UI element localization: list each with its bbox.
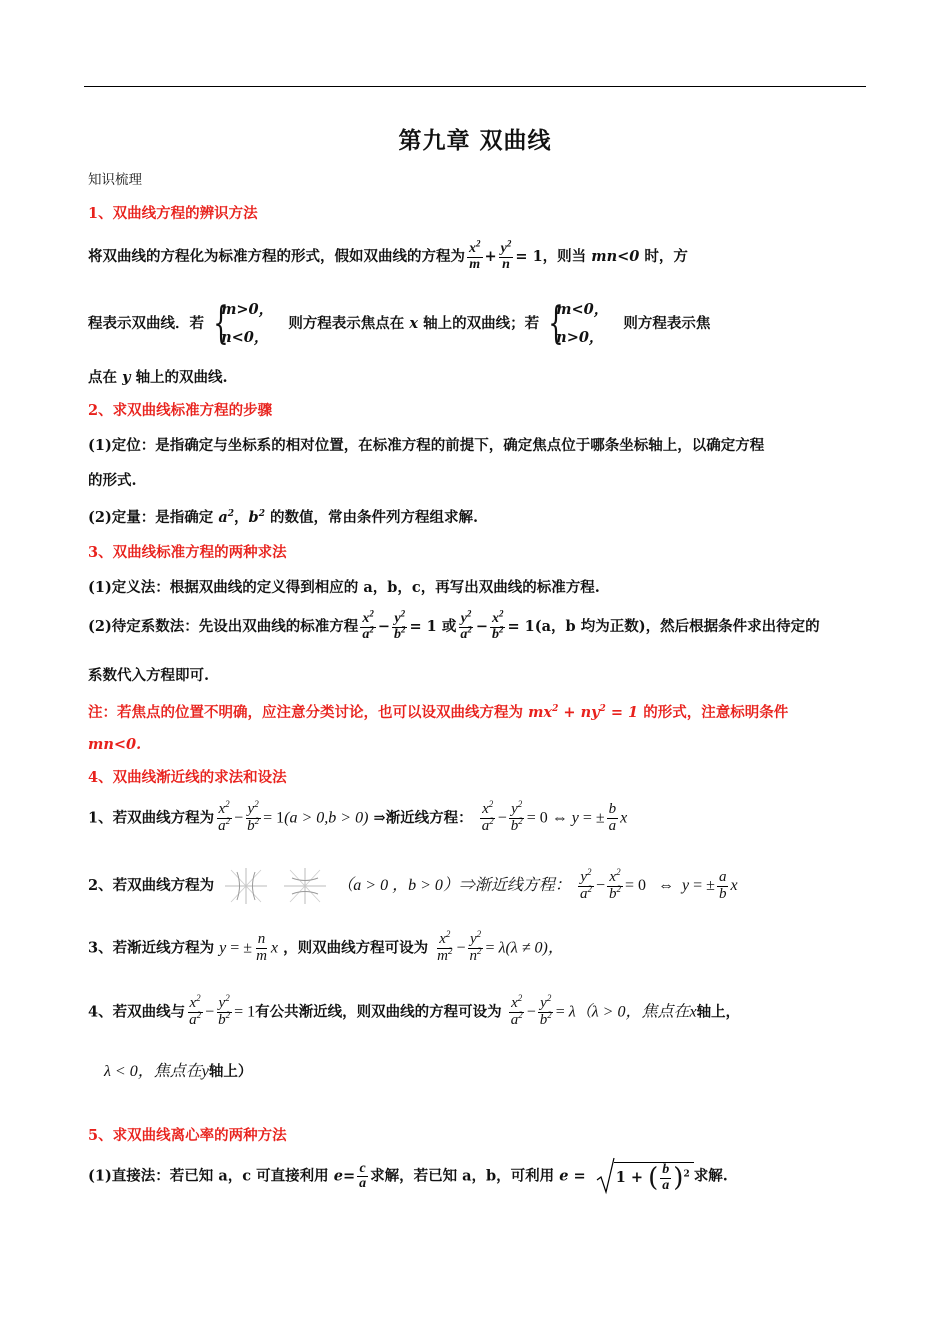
lambda-condition: λ(λ ≠ 0)， [498, 939, 564, 957]
text: 有公共渐近线，则双曲线的方程可设为 [255, 1003, 502, 1021]
text: 轴上， [696, 1003, 741, 1021]
text: 的形式，注意标明条件 [643, 704, 789, 721]
text: (2)待定系数法：先设出双曲线的标准方程 [88, 618, 359, 636]
text: 2、若双曲线方程为 [88, 877, 215, 894]
hyperbola-graph-icon [282, 866, 328, 906]
section-4-item-2: 2、若双曲线方程为 （a > 0 ，b > 0）⇒渐近线方程： $\frac{y^2}{a^2}$ − $\frac{x^2}{b^2}$ = 0 ⇔ y = ± $\frac{a}{b}$ x [88, 866, 878, 906]
section-4-heading: 4、双曲线渐近线的求法和设法 [88, 769, 287, 786]
text: (a，b 均为正数)，然后根据条件求出待定的 [534, 618, 820, 636]
section-4-item-4b [104, 1058, 894, 1081]
text: 则方程表示焦点在 [288, 315, 405, 332]
text: 轴上的双曲线. [135, 369, 228, 386]
section-3-para-2c: 系数代入方程即可. [88, 667, 210, 684]
section-2-para-1b: 的形式. [88, 472, 137, 489]
section-2-para-2: (2)定量：是指确定 $a^2$，$b^2$ 的数值，常由条件列方程组求解. [88, 509, 479, 526]
text: ，则双曲线方程可设为 [283, 939, 429, 957]
section-4-item-1: 1、若双曲线方程为 $\frac{x^2}{a^2}$ − $\frac{y^2}{b^2}$ = 1(a > 0,b > 0) ⇒渐近线方程： $\frac{x^2}{a^2}$ − $\frac{y^2}{b^2}$ = 0 ⇔ y = ± $\frac{b}{a}$ x [88, 799, 628, 834]
text: 将双曲线的方程化为标准方程的形式，假如双曲线的方程为 [88, 248, 465, 266]
subtitle: 知识梳理 [88, 172, 142, 188]
section-2-heading: 2、求双曲线标准方程的步骤 [88, 402, 273, 419]
condition: (a > 0,b > 0) [284, 809, 369, 827]
text: 轴上） [208, 1063, 253, 1080]
hyperbola-graph-icon [223, 866, 269, 906]
section-4-item-4: 4、若双曲线与 $\frac{x^2}{a^2}$ − $\frac{y^2}{b^2}$ = 1有公共渐近线，则双曲线的方程可设为 $\frac{x^2}{a^2}$ − $\frac{y^2}{b^2}$ = λ（λ > 0，焦点在x轴上， [88, 993, 741, 1028]
text: ，则当 [542, 248, 587, 266]
text: 的数值，常由条件列方程组求解. [270, 509, 479, 526]
text: 轴上的双曲线；若 [423, 315, 540, 332]
text: 或 [441, 618, 457, 636]
section-3-note-cond: mn<0. [88, 736, 142, 753]
text: (1)直接法：若已知 a，c 可直接利用 [88, 1167, 329, 1185]
text: 4、若双曲线与 [88, 1003, 186, 1021]
section-5-heading: 5、求双曲线离心率的两种方法 [88, 1127, 287, 1144]
fraction: $\frac{x^2}{m}$ [469, 238, 481, 272]
text: 时，方 [644, 248, 688, 266]
section-4-item-3: 3、若渐近线方程为 y = ± $\frac{n}{m}$ x ，则双曲线方程可设为 $\frac{x^2}{m^2}$ − $\frac{y^2}{n^2}$ = λ(λ ≠ 0)， [88, 929, 564, 964]
fraction: $\frac{y^2}{n}$ [500, 238, 512, 272]
var: x [689, 1003, 697, 1021]
text: ⇒渐近线方程： [373, 809, 473, 827]
text: 注：若焦点的位置不明确，应注意分类讨论，也可以设双曲线方程为 [88, 704, 523, 721]
section-1-para-2 [88, 296, 878, 352]
text: 1、若双曲线方程为 [88, 809, 215, 827]
page-title: 第九章 双曲线 [398, 127, 552, 154]
lambda-condition: λ（λ > 0，焦点在 [568, 1003, 690, 1021]
condition: mn<0 [591, 248, 640, 266]
section-1-heading: 1、双曲线方程的辨识方法 [88, 205, 258, 222]
section-3-para-2: (2)待定系数法：先设出双曲线的标准方程 $\frac{x^2}{a^2}$ − $\frac{y^2}{b^2}$ = 1 或 $\frac{y^2}{a^2}$ − $\frac{x^2}{b^2}$ = 1(a，b 均为正数)，然后根据条件求出待定的 [88, 608, 820, 642]
lambda-condition: λ < 0，焦点在 [104, 1063, 202, 1080]
section-3-heading: 3、双曲线标准方程的两种求法 [88, 544, 287, 561]
text: 求解，若已知 a，b，可利用 [370, 1167, 555, 1185]
text: 求解. [693, 1167, 728, 1185]
condition: （a > 0 ，b > 0）⇒渐近线方程： [337, 877, 571, 894]
text: 则方程表示焦 [623, 315, 711, 332]
section-2-para-1: (1)定位：是指确定与坐标系的相对位置，在标准方程的前提下，确定焦点位于哪条坐标轴上，以确定方程 [88, 437, 765, 454]
case-line: { m<0， [556, 301, 609, 318]
case-brace [209, 296, 273, 352]
var: y [122, 369, 131, 386]
text: (2)定量：是指确定 [88, 509, 214, 526]
section-5-para-1: (1)直接法：若已知 a，c 可直接利用 e= $\frac{c}{a}$ 求解，若已知 a，b，可利用 e = 1 + ( $\frac{b}{a}$ )$^2$ 求解. [88, 1160, 878, 1193]
section-1-para-1: 将双曲线的方程化为标准方程的形式，假如双曲线的方程为 $\frac{x^2}{m}$ + $\frac{y^2}{n}$ = 1，则当 mn<0 时，方 [88, 238, 688, 272]
case-line: n<0， [221, 329, 269, 346]
section-3-note: 注：若焦点的位置不明确，应注意分类讨论，也可以设双曲线方程为 $mx^2 + ny^2 = 1$ 的形式，注意标明条件 [88, 704, 789, 721]
header-rule [84, 86, 866, 87]
section-1-para-3 [88, 366, 878, 387]
text: 3、若渐近线方程为 [88, 939, 215, 957]
section-3-para-1: (1)定义法：根据双曲线的定义得到相应的 a，b，c，再写出双曲线的标准方程. [88, 579, 600, 596]
text: 点在 [88, 369, 117, 386]
text: 程表示双曲线．若 [88, 315, 204, 332]
var: x [409, 315, 419, 332]
var: y [201, 1063, 209, 1080]
case-line: { m>0， [221, 301, 274, 318]
case-brace [544, 296, 608, 352]
case-line: n>0， [556, 329, 604, 346]
sqrt-expression: 1 + ( $\frac{b}{a}$ )$^2$ [596, 1160, 694, 1193]
